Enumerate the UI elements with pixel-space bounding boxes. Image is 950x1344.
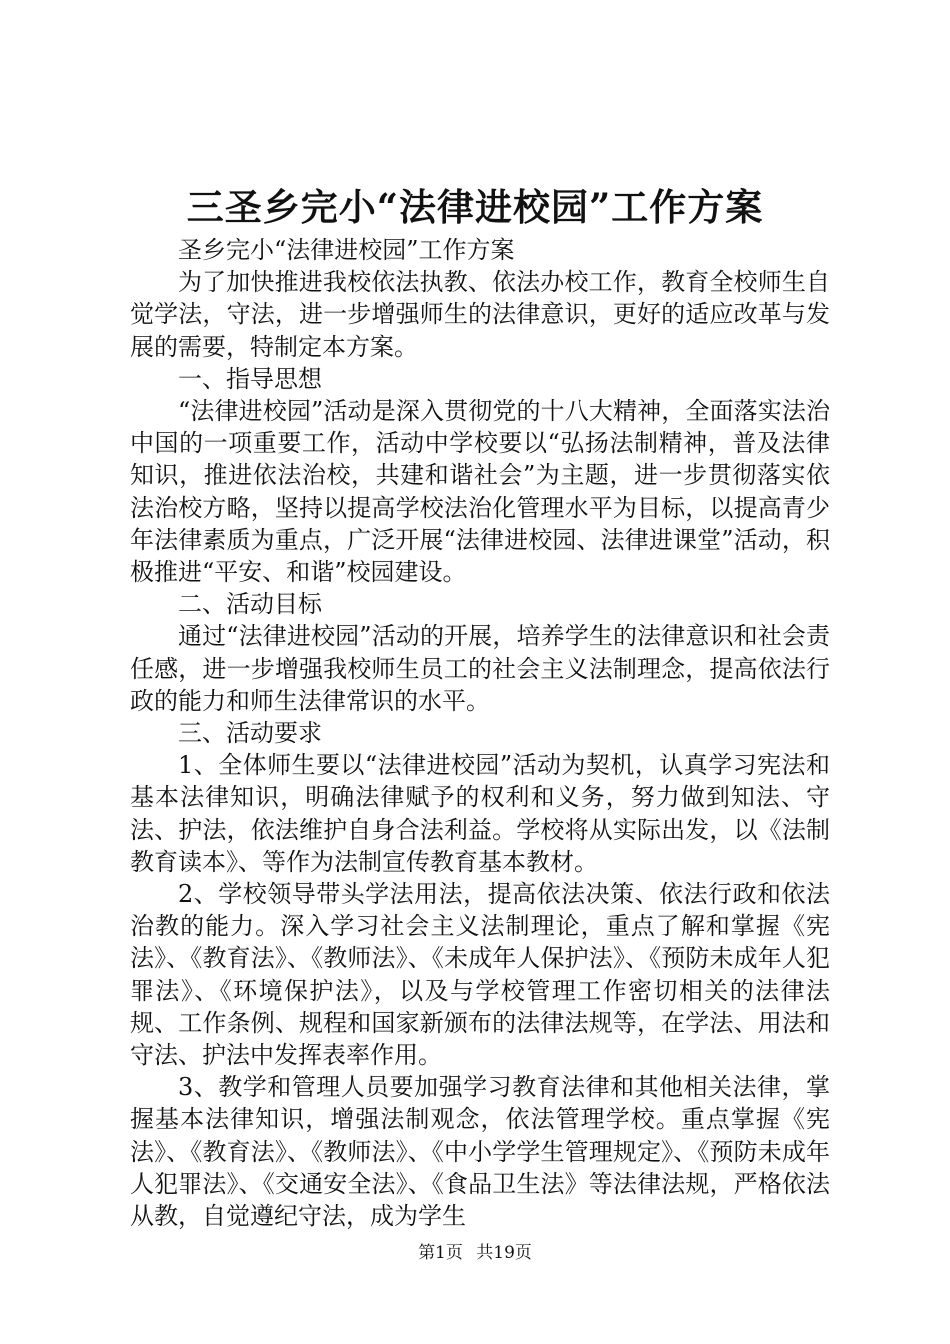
page-footer [0,1242,950,1264]
paragraph-subtitle: 圣乡完小“法律进校园”工作方案 [178,236,515,264]
paragraph-guiding-thought: “法律进校园”活动是深入贯彻党的十八大精神，全面落实法治中国的一项重要工作，活动中学校要以“弘扬法制精神，普及法律知识，推进依法治校，共建和谐社会”为主题，进一步贯彻落实依法治校方略，坚持以提高学校法治化管理水平为目标，以提高青少年法律素质为重点，广泛开展“法律进校园、法律进课堂”活动，积极推进“平安、和谐”校园建设。 [130,397,830,587]
paragraph-requirement-2: 2、学校领导带头学法用法，提高依法决策、依法行政和依法治教的能力。深入学习社会主义法制理论，重点了解和掌握《宪法》、《教育法》、《教师法》、《未成年人保护法》、《预防未成年人犯罪法》、《环境保护法》，以及与学校管理工作密切相关的法律法规、工作条例、规程和国家新颁布的法律法规等，在学法、用法和守法、护法中发挥表率作用。 [130,880,830,1070]
paragraph-intro: 为了加快推进我校依法执教、依法办校工作，教育全校师生自觉学法，守法，进一步增强师生的法律意识，更好的适应改革与发展的需要，特制定本方案。 [130,268,830,361]
paragraph-requirement-1: 1、全体师生要以“法律进校园”活动为契机，认真学习宪法和基本法律知识，明确法律赋予的权利和义务，努力做到知法、守法、护法，依法维护自身合法利益。学校将从实际出发，以《法制教育读本》、等作为法制宣传教育基本教材。 [130,751,830,876]
document-title: 三圣乡完小“法律进校园”工作方案 [186,185,764,229]
page-total: 共19页 [476,1243,532,1263]
document-body [130,234,830,1232]
paragraph-requirement-3: 3、教学和管理人员要加强学习教育法律和其他相关法律，掌握基本法律知识，增强法制观念，依法管理学校。重点掌握《宪法》、《教育法》、《教师法》、《中小学学生管理规定》、《预防未成年人犯罪法》、《交通安全法》、《食品卫生法》等法律法规，严格依法从教，自觉遵纪守法，成为学生 [130,1073,830,1231]
paragraph-goals: 通过“法律进校园”活动的开展，培养学生的法律意识和社会责任感，进一步增强我校师生员工的社会主义法制理念，提高依法行政的能力和师生法律常识的水平。 [130,622,830,715]
page-number: 第1页 [418,1243,463,1263]
section-heading-guiding-thought: 一、指导思想 [178,364,322,393]
section-heading-goals: 二、活动目标 [178,590,322,619]
section-heading-requirements: 三、活动要求 [178,719,322,748]
